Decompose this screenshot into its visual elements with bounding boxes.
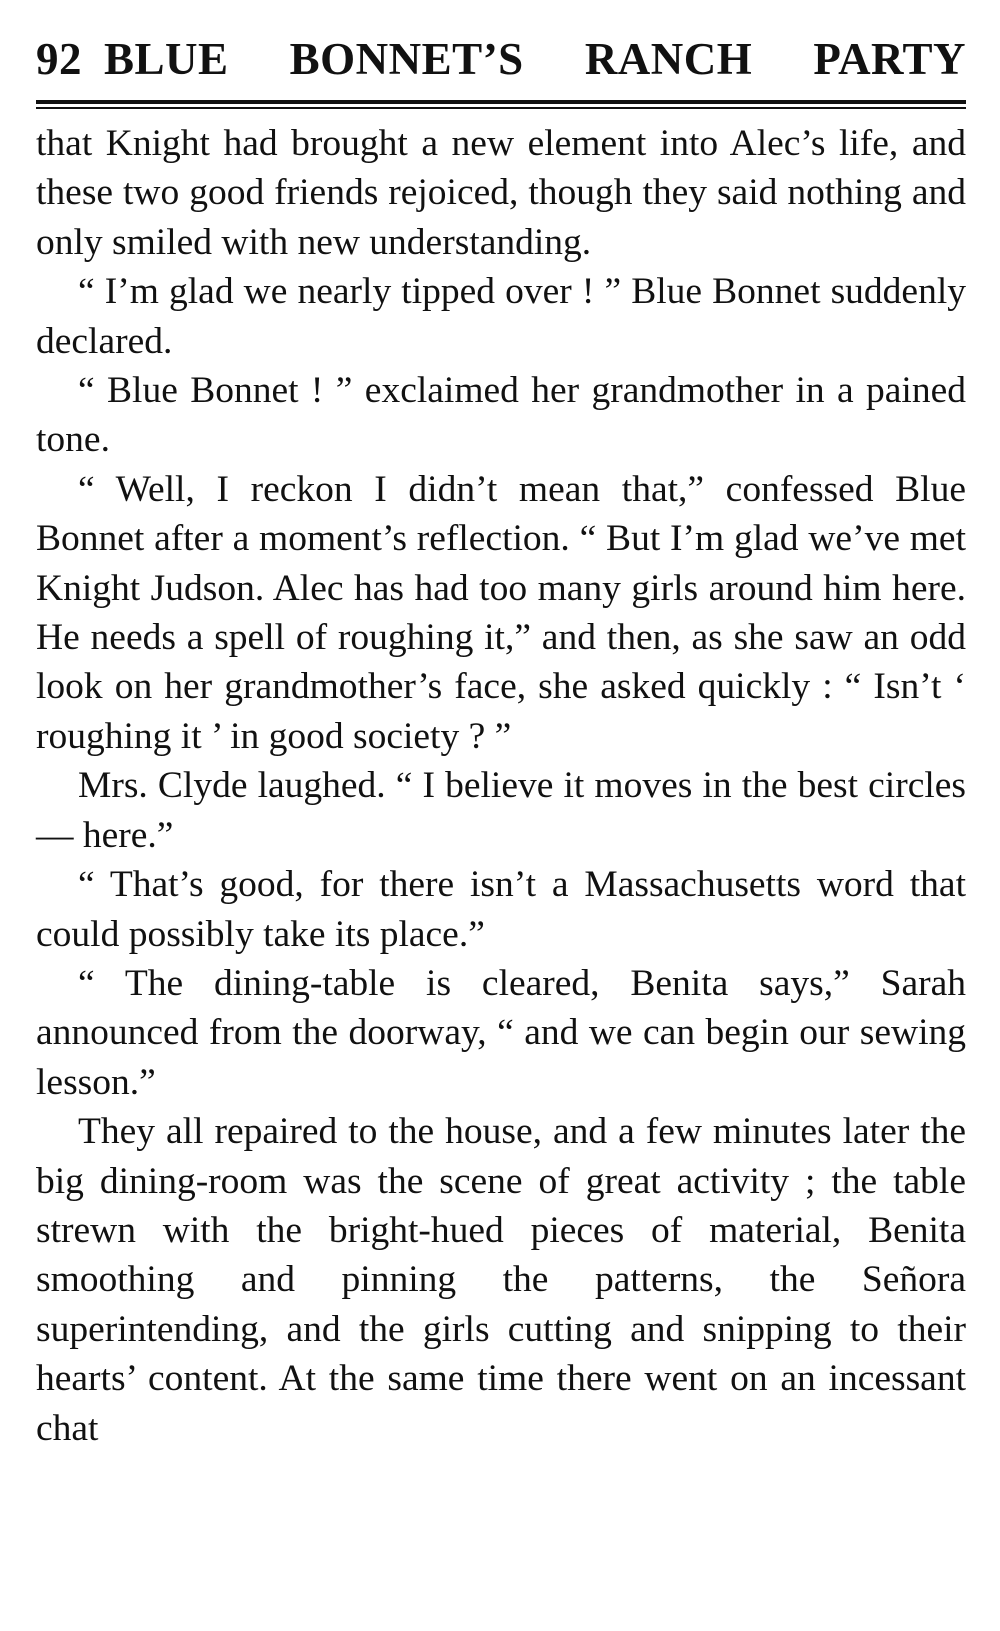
book-page (36, 28, 966, 1453)
body-text (36, 119, 966, 1453)
paragraph: that Knight had brought a new element into Alec’s life, and these two good friends rejoiced, though they said nothing and only smiled with new understanding. (36, 123, 966, 263)
running-head: BLUE BONNET’S RANCH PARTY (104, 34, 966, 84)
paragraph: “ Blue Bonnet ! ” exclaimed her grandmother in a pained tone. (36, 370, 966, 461)
paragraph: They all repaired to the house, and a few minutes later the big dining-room was the scene of great activity ; the table strewn with the bright-hued pieces of material, Benita smoothing and pinning the patterns, the Señora superintending, and the girls cutting and snipping to their hearts’ content. At the same time there went on an incessant chat (36, 1111, 966, 1449)
page-header (36, 28, 966, 90)
paragraph: Mrs. Clyde laughed. “ I believe it moves in the best circles — here.” (36, 765, 966, 856)
paragraph: “ I’m glad we nearly tipped over ! ” Blue Bonnet suddenly declared. (36, 271, 966, 362)
header-rule-thick (36, 100, 966, 104)
paragraph: “ That’s good, for there isn’t a Massachusetts word that could possibly take its place.” (36, 864, 966, 955)
paragraph: “ Well, I reckon I didn’t mean that,” confessed Blue Bonnet after a moment’s reflection. “ But I’m glad we’ve met Knight Judson. Alec has had too many girls around him here. He needs a spell of roughing it,” and then, as she saw an odd look on her grandmother’s face, she asked quickly : “ Isn’t ‘ roughing it ’ in good society ? ” (36, 468, 966, 757)
page-number: 92 (36, 34, 82, 84)
paragraph: “ The dining-table is cleared, Benita says,” Sarah announced from the doorway, “ and we can begin our sewing lesson.” (36, 962, 966, 1103)
header-rule-thin (36, 107, 966, 109)
